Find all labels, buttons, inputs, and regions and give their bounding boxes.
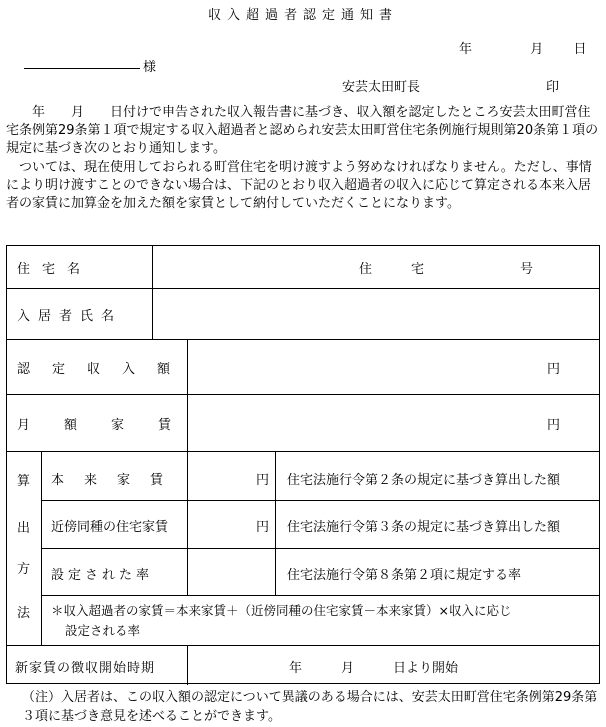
monthly-rent-label: 月額家賃 xyxy=(17,418,206,433)
method-label-4: 法 xyxy=(17,606,31,621)
addressee-suffix: 様 xyxy=(143,60,157,75)
body-paragraph-2: ついては、現在使用しておられる町営住宅を明け渡すよう努めなければなりません。ただし、事情により明け渡すことのできない場合は、下記のとおり収入超過者の収入に応じて算定される本来入居者の家賃に加算金を加えた額を家賃として納付していただくことになります。 xyxy=(6,159,592,212)
document-title: 収入超過者認定通知書 xyxy=(207,8,398,23)
certified-income-label: 認定収入額 xyxy=(17,362,193,377)
rate-label: 設定された率 xyxy=(51,568,154,583)
notice-table xyxy=(6,245,600,684)
base-rent-unit: 円 xyxy=(256,473,270,488)
resident-name-label: 入居者氏名 xyxy=(17,309,123,324)
nearby-rent-note: 住宅法施行令第３条の規定に基づき算出した額 xyxy=(287,520,561,535)
method-label-3: 方 xyxy=(17,562,31,577)
method-label-1: 算 xyxy=(17,474,31,489)
formula-line-2: 設定される率 xyxy=(65,623,141,638)
issuer-name: 安芸太田町長 xyxy=(342,80,421,95)
footnote: （注）入居者は、この収入額の認定について異議のある場合には、安芸太田町営住宅条例第29条第３項に基づき意見を述べることができます。 xyxy=(22,690,598,724)
housing-number-label: 住 宅 xyxy=(359,262,425,277)
issue-date xyxy=(459,38,586,57)
certified-income-unit: 円 xyxy=(547,362,561,377)
start-period-label: 新家賃の徴収開始時期 xyxy=(15,661,156,676)
housing-number-suffix: 号 xyxy=(520,262,534,277)
nearby-rent-label: 近傍同種の住宅家賃 xyxy=(51,520,169,535)
method-label-2: 出 xyxy=(17,521,31,536)
date-month: 月 xyxy=(530,42,544,57)
formula-line-1: ＊収入超過者の家賃＝本来家賃＋（近傍同種の住宅家賃－本来家賃）×収入に応じ xyxy=(51,603,512,618)
addressee-blank[interactable] xyxy=(24,68,140,69)
monthly-rent-unit: 円 xyxy=(547,418,561,433)
body-paragraph-1: 年 月 日付けで申告された収入報告書に基づき、収入額を認定したところ安芸太田町営住宅条例第29条第１項で規定する収入超過者と認められ安芸太田町営住宅条例施行規則第20条第１項の規定に基づき次のとおり通知します。 xyxy=(6,105,599,157)
housing-name-label: 住宅名 xyxy=(17,262,93,277)
date-day: 日 xyxy=(573,42,587,57)
seal-mark: 印 xyxy=(546,80,560,95)
rate-note: 住宅法施行令第８条第２項に規定する率 xyxy=(287,568,522,583)
notice-body xyxy=(6,104,602,213)
date-year: 年 xyxy=(459,42,473,57)
nearby-rent-unit: 円 xyxy=(256,520,270,535)
base-rent-note: 住宅法施行令第２条の規定に基づき算出した額 xyxy=(287,473,561,488)
base-rent-label: 本来家賃 xyxy=(51,473,184,488)
start-period-value: 年 月 日より開始 xyxy=(289,661,459,676)
